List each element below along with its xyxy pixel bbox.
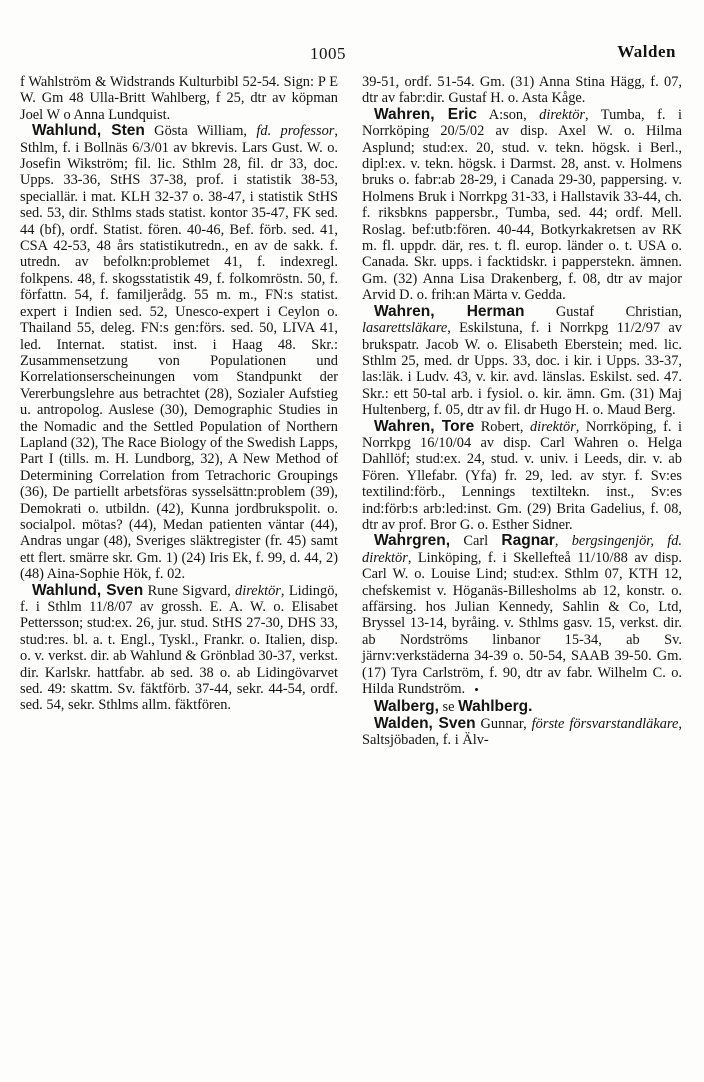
- entry-title: direktör: [235, 582, 281, 599]
- entry-given: A:son,: [477, 106, 540, 123]
- entry-separator: ,: [554, 533, 572, 550]
- entry-given: Rune Sigvard,: [143, 582, 236, 599]
- entry-wahren-herman: [362, 304, 682, 419]
- entry-title: lasarettsläkare: [362, 320, 448, 337]
- entry-given: Carl: [450, 533, 502, 550]
- entry-wahlund-sten: [20, 123, 338, 582]
- xref-target: Wahlberg.: [458, 698, 533, 716]
- stray-dot: [475, 688, 478, 691]
- entry-name: Walberg,: [374, 698, 439, 716]
- entry-text: , Saltsjöbaden, f. i Älv-: [362, 715, 682, 749]
- entry-given: Gustaf Christian,: [524, 303, 682, 320]
- entry-title: förste försvarstandläkare: [531, 715, 679, 732]
- right-column: [362, 74, 682, 749]
- cross-reference-walberg: [362, 699, 682, 715]
- entry-wahlund-sven: [20, 583, 338, 714]
- continued-entry: [362, 74, 682, 107]
- xref-see: se: [438, 699, 459, 716]
- entry-text: , Eskilstuna, f. i Norrkpg 11/2/97 av brukspatr. Jacob W. o. Elisabeth Eberstein; med. lic. Sthlm 25, med. dr Upps. 33, doc. i kir. i Upps. 33-37, las:läk. i Ludv. 43, v. kir. avd. länslas. Eskilst. sed. 47. Skr.: ett 50-tal arb. i fysiol. o. kir. ämn. Gm. (31) Maj Hultenberg, f. 05, dtr av fil. dr Hugo H. o. Maud Berg.: [362, 320, 682, 419]
- running-head: Walden: [617, 42, 676, 61]
- continued-entry: [20, 74, 338, 123]
- entry-wahrgren: [362, 533, 682, 697]
- entry-walden-sven: [362, 716, 682, 749]
- entry-given: Gösta William,: [144, 123, 257, 140]
- entry-text: , Norrköping, f. i Norrkpg 16/10/04 av disp. Carl Wahren o. Helga Dahllöf; stud:ex. 24, stud. v. univ. i Leeds, dir. v. ab Fören. Yllefabr. (Yfa) fr. 29, led. av styr. f. Sv:es textilind:förb., Lennings textiltekn. inst., Sv:es ind:förb:s arb:led:inst. Gm. (29) Brita Gadelius, f. 08, dtr av prof. Bror G. o. Esther Sidner.: [362, 418, 682, 533]
- entry-name: Wahrgren,: [374, 532, 451, 550]
- entry-wahren-eric: [362, 107, 682, 304]
- entry-title: bergsingenjör, fd. direktör: [362, 533, 682, 566]
- entry-wahren-tore: [362, 419, 682, 534]
- page-header: [0, 0, 704, 70]
- entry-text: , Tumba, f. i Norrköping 20/5/02 av disp. Axel W. o. Hilma Asplund; stud:ex. 20, stud. v. tekn. högsk. i Berl., dipl:ex. v. tekn. högsk. i Darmst. 28, anst. v. Holmens bruks o. fabr:ab 28-29, i Canada 29-30, pappersing. v. Holmens Bruk i Norrkpg 31-33, i Hallstavik 33-44, ch. f. riksbkns pappersbr., Tumba, sed. 44; ordf. Mell. Roslag. bef:utb:fören. 40-44, Botkyrkakretsen av RK m. fl. uppdr. där, res. t. fl. europ. länder o. t. USA o. Canada. Skr. upps. i facktidskr. i papperstekn. ämnen. Gm. (32) Anna Lisa Drakenberg, f. 08, dtr av major Arvid D. o. frih:an Märta v. Gedda.: [362, 106, 682, 304]
- entry-name: Wahren, Eric: [374, 105, 478, 123]
- entry-text: f Wahlström & Widstrands Kulturbibl 52-54. Sign: P E W. Gm 48 Ulla-Britt Wahlberg, f 25, dtr av köpman Joel W o Anna Lundquist.: [20, 74, 338, 123]
- entry-title: fd. professor: [256, 123, 335, 140]
- entry-name: Wahlund, Sten: [32, 122, 145, 140]
- left-column: [20, 74, 338, 714]
- entry-name: Walden, Sven: [374, 714, 476, 732]
- page-number: 1005: [310, 44, 346, 63]
- entry-name: Wahlund, Sven: [32, 581, 144, 599]
- entry-given: Gunnar,: [475, 715, 532, 732]
- entry-title: direktör: [539, 106, 585, 123]
- entry-name: Wahren, Tore: [374, 417, 475, 435]
- entry-text: , Lidingö, f. i Sthlm 11/8/07 av grossh. E. A. W. o. Elisabet Pettersson; stud:ex. 26, jur. stud. StHS 27-30, DHS 33, stud:res. bl. a. t. Engl., Tyskl., Frankr. o. Italien, disp. o. v. verkst. dir. ab Wahlund & Grönblad 30-37, verkst. dir. Karlskr. hattfabr. ab sed. 38 o. ab Lidingövarvet sed. 49: skattm. Sv. fäktförb. 37-44, sekr. 44-54, ordf. sed. 54, sekr. Sthlms allm. fäktfören.: [20, 582, 338, 714]
- entry-text: 39-51, ordf. 51-54. Gm. (31) Anna Stina Hägg, f. 07, dtr av fabr:dir. Gustaf H. o. Asta Kåge.: [362, 74, 682, 107]
- entry-name-secondary: Ragnar: [501, 532, 555, 550]
- entry-given: Robert,: [474, 418, 530, 435]
- entry-name: Wahren, Herman: [374, 302, 525, 320]
- entry-text: , Linköping, f. i Skellefteå 11/10/88 av disp. Carl W. o. Louise Lind; stud:ex. Sthlm 07, KTH 12, chefskemist v. Höganäs-Billesholms ab 12, konstr. o. affärsing. hos Julian Kennedy, Sahlin & Co, Ltd, Bryssel 13-14, byråing. v. Sthlms gasv. 15, verkst. dir. ab Nordströms linbanor 15-34, ab Sv. järnv:verkstäderna 34-39 o. 50-54, SAAB 39-50. Gm. (17) Tyra Carlström, f. 90, dtr av fabr. Wilhelm C. o. Hilda Rundström.: [362, 549, 682, 698]
- entry-text: , Sthlm, f. i Bollnäs 6/3/01 av bkrevis. Lars Gust. W. o. Josefin Wikström; fil. lic. Sthlm 28, fil. dr 33, doc. Upps. 33-36, StHS 37-38, prof. i statistik 38-53, speciallär. i mat. KLH 32-37 o. 38-47, i statistik StHS sed. 53, dir. Sthlms stads statist. kontor 35-47, FK sed. 44 (bf), ordf. Statist. fören. 40-46, Bef. förb. sed. 41, CSA 42-53, 48 års statistikutredn., en av de sakk. f. utredn. av befolkn:problemet 41, f. indexregl. folkpens. 48, f. skogsstatistik 49, f. folkomröstn. 50, f. författn. 54, f. familjerådg. 55 m. m., FN:s statist. expert i Indien sed. 52, Unesco-expert i Ceylon o. Thailand 55, deleg. FN:s gen:förs. sed. 50, LIVA 41, led. Internat. statist. inst. i Haag 48. Skr.: Zusammensetzung von Populationen und Korrelationserscheinungen vom Standpunkt der Vererbungslehre aus betrachtet (28), Sozialer Aufstieg u. antropolog. Auslese (30), Demographic Studies in the Nomadic and the Settled Population of Northern Lapland (32), The Race Biology of the Swedish Lapps, Part I (tills. m. H. Lundborg, 32), A New Method of Determining Correlation from Tetrachoric Groupings (36), De partiellt arbetsföras sysselsättn:problem (39), Demokrati o. utbildn. (42), Kunna jordbrukspolit. o. socialpol. mötas? (44), Medan patienten väntar (44), Andras ungar (48), Sveriges släktregister (fr. 45) samt ett flert. smärre skr. Gm. 1) (24) Iris Ek, f. 99, d. 44, 2) (48) Aina-Sophie Hök, f. 02.: [20, 123, 338, 583]
- entry-title: direktör: [529, 418, 576, 435]
